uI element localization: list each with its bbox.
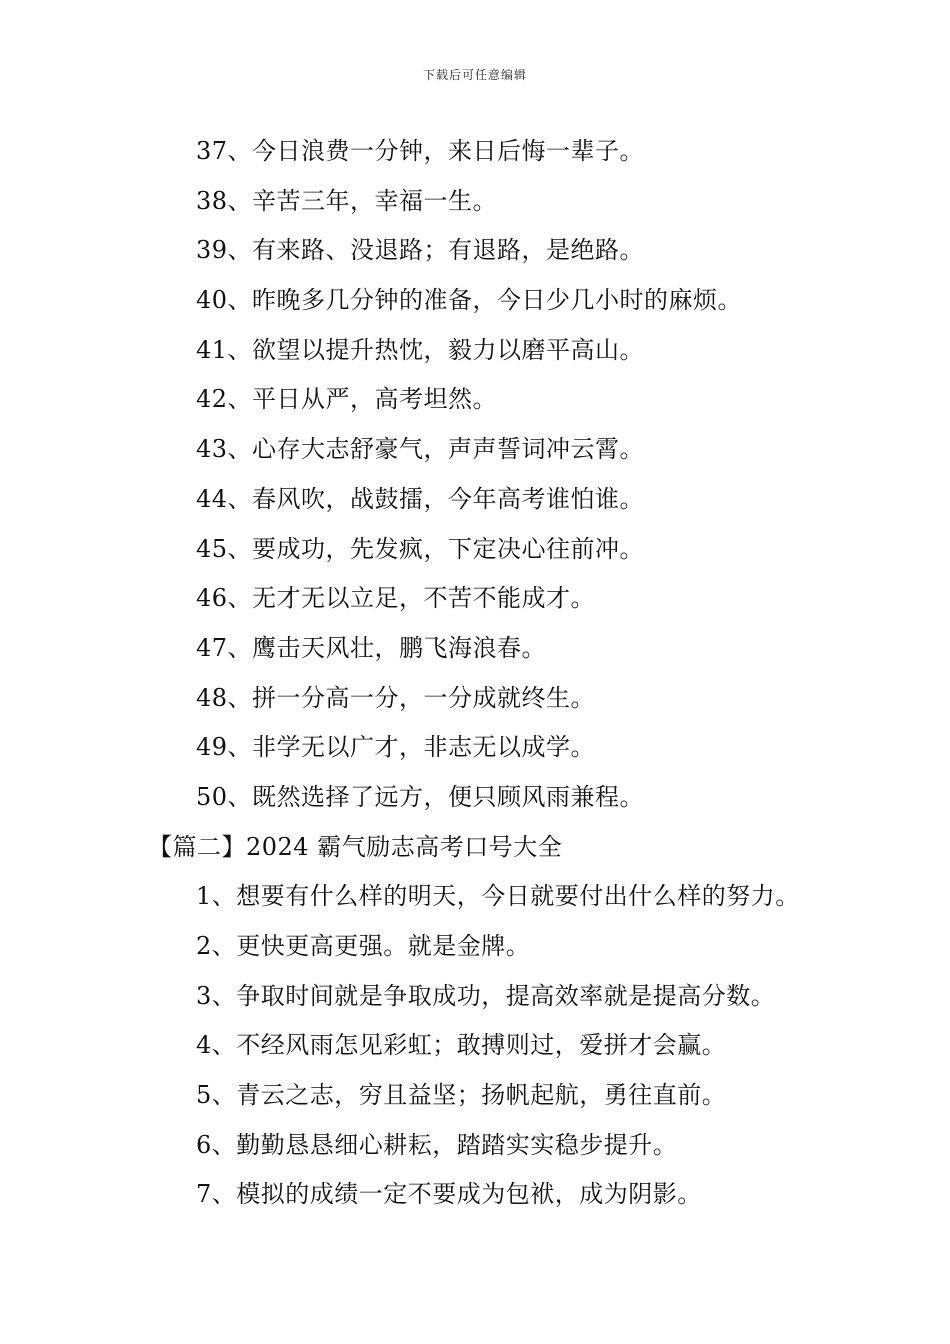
list-item: 46、无才无以立足，不苦不能成才。 xyxy=(196,584,596,613)
list-item: 4、不经风雨怎见彩虹；敢搏则过，爱拼才会赢。 xyxy=(196,1031,727,1060)
list-item: 39、有来路、没退路；有退路，是绝路。 xyxy=(196,236,645,265)
list-item: 40、昨晚多几分钟的准备，今日少几小时的麻烦。 xyxy=(196,286,743,315)
list-item: 38、辛苦三年，幸福一生。 xyxy=(196,186,498,215)
list-item: 48、拼一分高一分，一分成就终生。 xyxy=(196,683,596,712)
list-item: 6、勤勤恳恳细心耕耘，踏踏实实稳步提升。 xyxy=(196,1130,678,1159)
list-item: 5、青云之志，穷且益坚；扬帆起航，勇往直前。 xyxy=(196,1081,727,1110)
section-heading: 【篇二】2024 霸气励志高考口号大全 xyxy=(148,832,563,861)
document-body xyxy=(0,127,950,1220)
list-item: 43、心存大志舒豪气，声声誓词冲云霄。 xyxy=(196,435,645,464)
list-item: 7、模拟的成绩一定不要成为包袱，成为阴影。 xyxy=(196,1180,702,1209)
list-item: 50、既然选择了远方，便只顾风雨兼程。 xyxy=(196,782,645,811)
list-item: 44、春风吹，战鼓擂，今年高考谁怕谁。 xyxy=(196,484,645,513)
page-header: 下载后可任意编辑 xyxy=(422,68,527,82)
list-item: 49、非学无以广才，非志无以成学。 xyxy=(196,733,596,762)
list-item: 1、想要有什么样的明天，今日就要付出什么样的努力。 xyxy=(196,882,800,911)
list-item: 37、今日浪费一分钟，来日后悔一辈子。 xyxy=(196,137,645,165)
list-item: 3、争取时间就是争取成功，提高效率就是提高分数。 xyxy=(196,981,776,1010)
list-item: 2、更快更高更强。就是金牌。 xyxy=(196,932,531,960)
list-item: 42、平日从严，高考坦然。 xyxy=(196,385,498,414)
list-item: 47、鹰击天风壮，鹏飞海浪春。 xyxy=(196,633,547,662)
list-item: 41、欲望以提升热忱，毅力以磨平高山。 xyxy=(196,335,645,364)
list-item: 45、要成功，先发疯，下定决心往前冲。 xyxy=(196,534,645,563)
